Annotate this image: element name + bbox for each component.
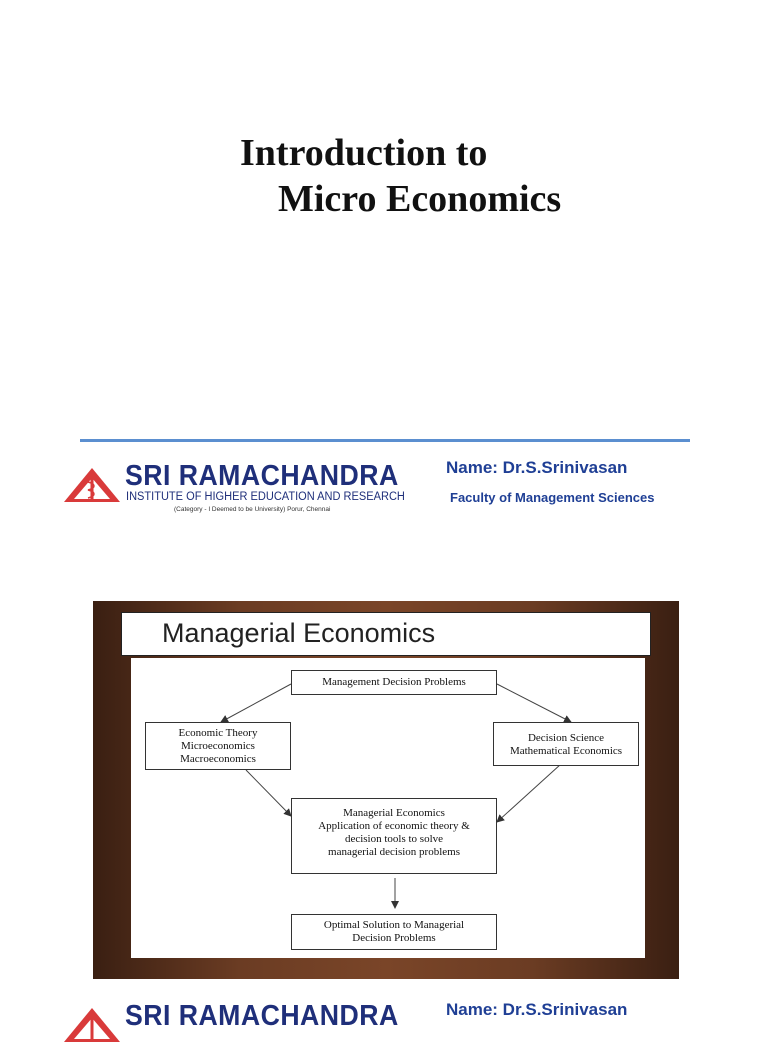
slide-image	[93, 601, 679, 979]
box-decision-science: Decision Science Mathematical Economics	[493, 722, 639, 766]
institution-logo-icon	[62, 466, 122, 504]
slide-title-bar	[121, 612, 651, 656]
institution-brand	[62, 460, 405, 520]
institution-subtitle: INSTITUTE OF HIGHER EDUCATION AND RESEARCH	[126, 491, 405, 503]
footer-institution-name: SRI RAMACHANDRA	[125, 1000, 399, 1032]
footer-institution-brand	[62, 1000, 399, 1060]
institution-name: SRI RAMACHANDRA	[125, 460, 399, 492]
box-management-decision-problems: Management Decision Problems	[291, 670, 497, 695]
institution-category: (Category - I Deemed to be University) Porur, Chennai	[174, 506, 331, 513]
box-managerial-economics: Managerial Economics Application of economic theory & decision tools to solve managerial decision problems	[291, 798, 497, 874]
faculty-name: Name: Dr.S.Srinivasan	[446, 458, 628, 477]
diagram-panel	[131, 658, 645, 958]
title-line-1: Introduction to	[240, 132, 488, 174]
box-optimal-solution: Optimal Solution to Managerial Decision Problems	[291, 914, 497, 950]
header-rule	[80, 439, 690, 442]
footer-institution-logo-icon	[62, 1006, 122, 1044]
slide-title: Managerial Economics	[162, 618, 436, 648]
box-economic-theory: Economic Theory Microeconomics Macroeconomics	[145, 722, 291, 770]
title-line-2: Micro Economics	[278, 178, 562, 220]
footer-faculty-name: Name: Dr.S.Srinivasan	[446, 1000, 628, 1019]
faculty-department: Faculty of Management Sciences	[450, 490, 655, 505]
